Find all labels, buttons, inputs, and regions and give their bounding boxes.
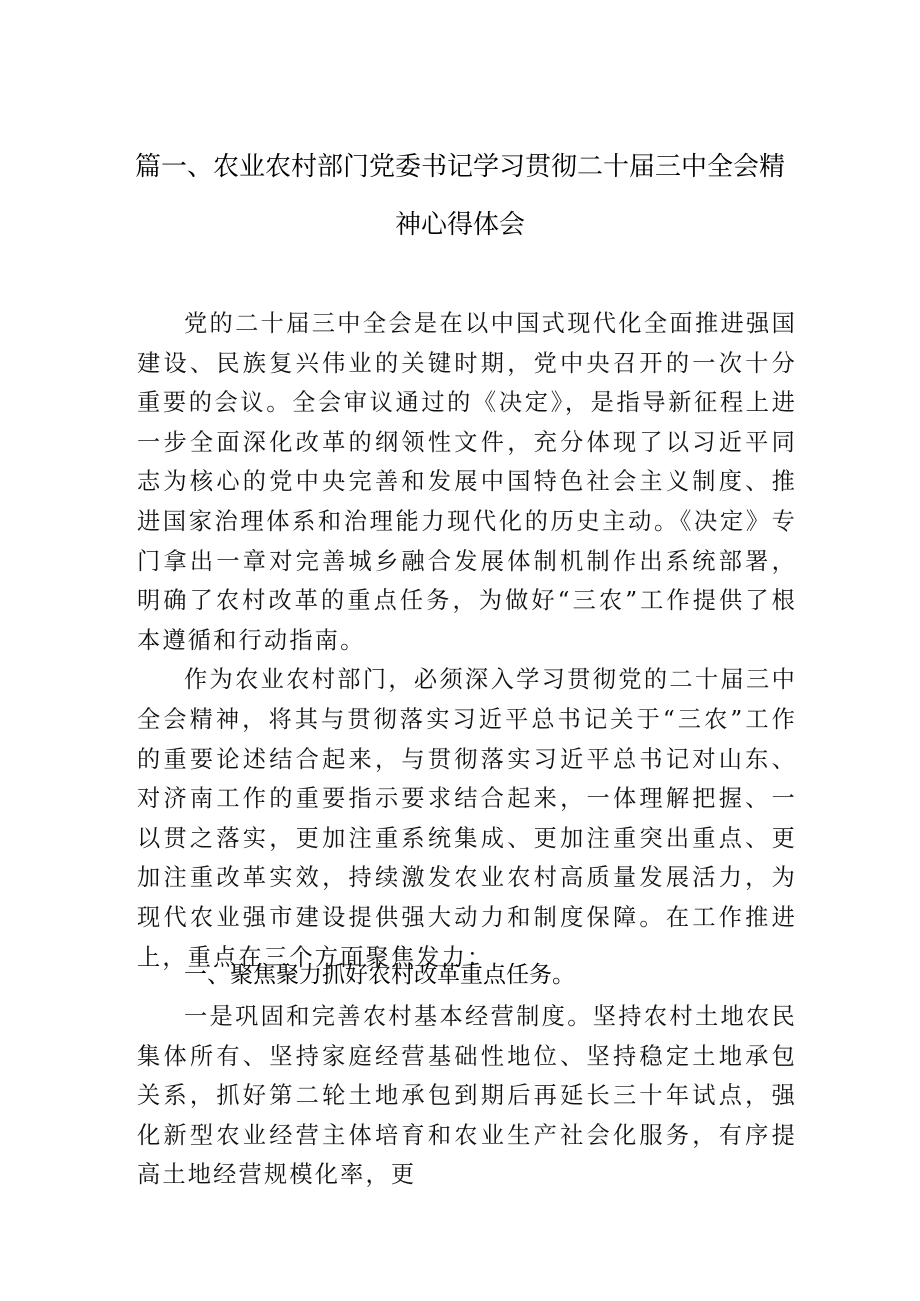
paragraph-intro: 党的二十届三中全会是在以中国式现代化全面推进强国建设、民族复兴伟业的关键时期，党中央召开的一次十分重要的会议。全会审议通过的《决定》，是指导新征程上进一步全面深化改革的纲领性文件，充分体现了以习近平同志为核心的党中央完善和发展中国特色社会主义制度、推进国家治理体系和治理能力现代化的历史主动。《决定》专门拿出一章对完善城乡融合发展体制机制作出系统部署，明确了农村改革的重点任务，为做好“三农”工作提供了根本遵循和行动指南。 [137,310,797,654]
paragraph-department-duty: 作为农业农村部门，必须深入学习贯彻党的二十届三中全会精神，将其与贯彻落实习近平总书记关于“三农”工作的重要论述结合起来，与贯彻落实习近平总书记对山东、对济南工作的重要指示要求结合起来，一体理解把握、一以贯之落实，更加注重系统集成、更加注重突出重点、更加注重改革实效，持续激发农业农村高质量发展活力，为现代农业强市建设提供强大动力和制度保障。在工作推进上，重点在三个方面聚焦发力： [137,666,797,971]
document-title-line-2: 神心得体会 [394,210,525,240]
paragraph-basic-system: 一是巩固和完善农村基本经营制度。坚持农村土地农民集体所有、坚持家庭经营基础性地位、坚持稳定土地承包关系，抓好第二轮土地承包到期后再延长三十年试点，强化新型农业经营主体培育和农业生产社会化服务，有序提高土地经营规模化率，更 [137,1003,797,1189]
section-heading-1: 一、聚焦聚力抓好农村改革重点任务。 [184,962,575,988]
document-title-line-1: 篇一、农业农村部门党委书记学习贯彻二十届三中全会精 [134,152,785,182]
body-paragraph-group-1 [137,304,797,977]
body-paragraph-group-2 [137,997,797,1195]
